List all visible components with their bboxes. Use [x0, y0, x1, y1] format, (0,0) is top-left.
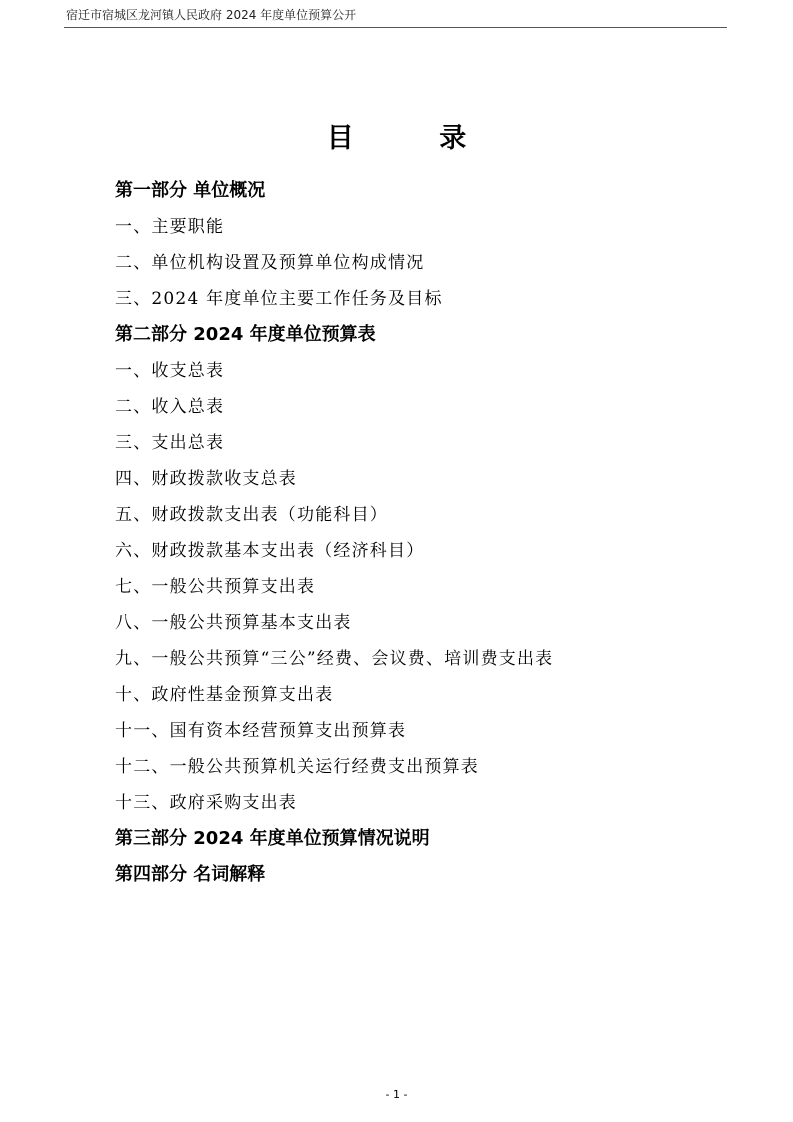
toc-item-1-3: 三、2024 年度单位主要工作任务及目标	[115, 289, 443, 309]
table-of-contents	[115, 173, 735, 893]
toc-part-4: 第四部分 名词解释	[115, 864, 266, 885]
toc-item-2-4: 四、财政拨款收支总表	[115, 469, 297, 489]
toc-item-2-12: 十二、一般公共预算机关运行经费支出预算表	[115, 757, 479, 777]
toc-item-2-2: 二、收入总表	[115, 397, 225, 417]
toc-item-1-1: 一、主要职能	[115, 217, 225, 237]
toc-item-2-3: 三、支出总表	[115, 433, 225, 453]
toc-item-2-11: 十一、国有资本经营预算支出预算表	[115, 721, 407, 741]
toc-item-2-7: 七、一般公共预算支出表	[115, 577, 316, 597]
toc-item-2-5: 五、财政拨款支出表（功能科目）	[115, 505, 388, 525]
toc-part-3: 第三部分 2024 年度单位预算情况说明	[115, 828, 430, 849]
toc-title: 目 录	[326, 123, 505, 154]
toc-item-2-10: 十、政府性基金预算支出表	[115, 685, 334, 705]
toc-item-2-13: 十三、政府采购支出表	[115, 793, 297, 813]
header-divider	[64, 27, 727, 28]
toc-item-2-1: 一、收支总表	[115, 361, 225, 381]
page-number: - 1 -	[385, 1088, 408, 1101]
toc-item-2-6: 六、财政拨款基本支出表（经济科目）	[115, 541, 425, 561]
page-header: 宿迁市宿城区龙河镇人民政府 2024 年度单位预算公开	[66, 8, 357, 22]
toc-part-2: 第二部分 2024 年度单位预算表	[115, 324, 376, 345]
toc-item-2-8: 八、一般公共预算基本支出表	[115, 613, 352, 633]
toc-item-2-9: 九、一般公共预算“三公”经费、会议费、培训费支出表	[115, 649, 554, 669]
toc-item-1-2: 二、单位机构设置及预算单位构成情况	[115, 253, 425, 273]
toc-part-1: 第一部分 单位概况	[115, 180, 266, 201]
